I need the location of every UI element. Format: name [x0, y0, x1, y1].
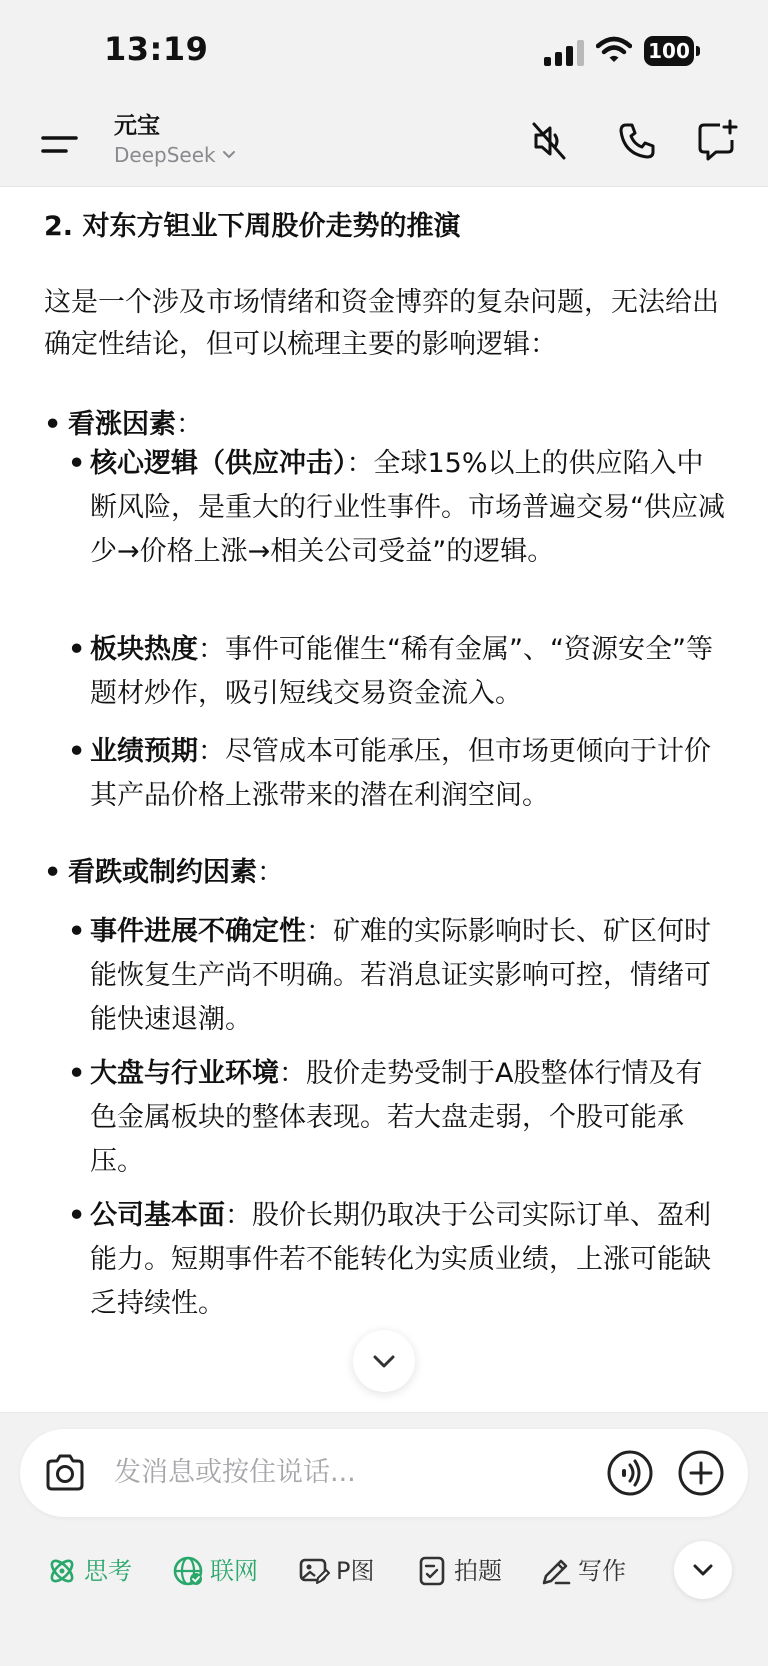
list-item: • 大盘与行业环境：股价走势受制于A股整体行情及有色金属板块的整体表现。若大盘走弱，个股可能承压。 [68, 1058, 703, 1177]
globe-icon [172, 1555, 204, 1587]
title-block[interactable] [114, 112, 236, 168]
tool-label: P图 [336, 1557, 375, 1585]
chevron-down-icon [674, 1541, 732, 1599]
status-bar [0, 0, 768, 100]
model-name: DeepSeek [114, 143, 216, 167]
list-item: • 核心逻辑（供应冲击）：全球15%以上的供应陷入中断风险，是重大的行业性事件。市场普遍交易“供应减少→价格上涨→相关公司受益”的逻辑。 [68, 448, 725, 567]
composer-area [0, 1412, 768, 1666]
phone-call-icon[interactable] [614, 118, 660, 164]
wifi-icon [596, 36, 632, 64]
app-title: 元宝 [114, 113, 160, 139]
group-heading-bullish: • 看涨因素： [44, 409, 203, 440]
pen-icon [540, 1555, 572, 1587]
chevron-down-icon [222, 150, 236, 160]
image-edit-icon [298, 1555, 330, 1587]
menu-icon[interactable] [40, 124, 80, 164]
list-item: • 公司基本面：股价长期仍取决于公司实际订单、盈利能力。短期事件若不能转化为实质业绩，上涨可能缺乏持续性。 [68, 1200, 711, 1319]
plus-icon[interactable] [677, 1449, 725, 1497]
new-chat-icon[interactable] [694, 118, 740, 164]
tool-writing[interactable] [540, 1553, 626, 1589]
section-title: 2. 对东方钽业下周股价走势的推演 [44, 211, 461, 242]
list-item: • 事件进展不确定性：矿难的实际影响时长、矿区何时能恢复生产尚不明确。若消息证实影响可控，情绪可能快速退潮。 [68, 916, 711, 1035]
tool-web-search[interactable] [172, 1553, 258, 1589]
scan-question-icon [416, 1555, 448, 1587]
chat-header [0, 100, 768, 187]
intro-paragraph: 这是一个涉及市场情绪和资金博弈的复杂问题，无法给出确定性结论，但可以梳理主要的影响逻辑： [44, 287, 719, 360]
camera-icon[interactable] [42, 1451, 88, 1495]
message-content [44, 186, 734, 1412]
tool-photo-question[interactable] [416, 1553, 502, 1589]
group-heading-bearish: • 看跌或制约因素： [44, 857, 284, 888]
mute-speaker-icon[interactable] [526, 118, 572, 164]
more-tools-button[interactable] [674, 1541, 732, 1599]
status-time: 13:19 [104, 30, 209, 68]
model-selector[interactable] [114, 142, 236, 168]
cellular-signal-icon [544, 40, 586, 66]
list-item: • 业绩预期：尽管成本可能承压，但市场更倾向于计价其产品价格上涨带来的潜在利润空间。 [68, 736, 711, 811]
battery-level: 100 [644, 36, 694, 66]
list-item: • 板块热度：事件可能催生“稀有金属”、“资源安全”等题材炒作，吸引短线交易资金流入。 [68, 634, 713, 709]
tool-label: 写作 [578, 1557, 626, 1585]
tool-bar [0, 1543, 768, 1603]
message-input-placeholder[interactable]: 发消息或按住说话... [114, 1457, 356, 1488]
scroll-to-bottom-button[interactable] [353, 1330, 415, 1392]
battery-icon [644, 36, 702, 66]
voice-input-icon[interactable] [606, 1449, 654, 1497]
tool-label: 拍题 [454, 1557, 502, 1585]
tool-label: 联网 [210, 1557, 258, 1585]
chevron-down-icon [353, 1330, 415, 1392]
tool-label: 思考 [84, 1557, 132, 1585]
tool-think[interactable] [46, 1553, 132, 1589]
message-input-bar[interactable] [20, 1429, 748, 1517]
think-icon [46, 1555, 78, 1587]
tool-image-edit[interactable] [298, 1553, 374, 1589]
